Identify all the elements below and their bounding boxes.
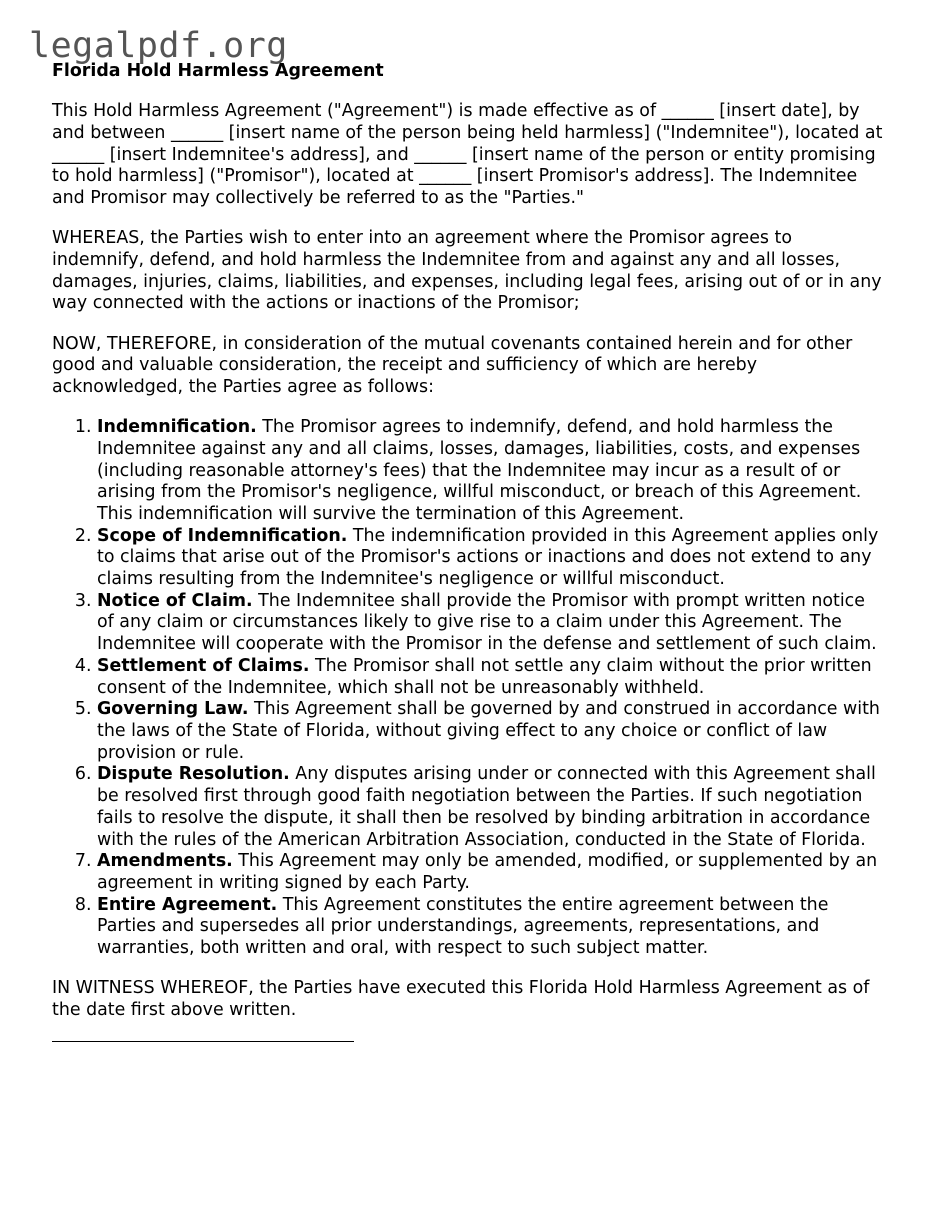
- whereas-paragraph: WHEREAS, the Parties wish to enter into an agreement where the Promisor agrees to indemnify, defend, and hold harmless the Indemnitee from and against any and all losses, damages, injuries, claims, liabilities, and expenses, including legal fees, arising out of or in any way connected with the actions or inactions of the Promisor;: [52, 228, 882, 314]
- clause-heading: Settlement of Claims.: [97, 655, 310, 676]
- clause-text: The indemnification provided in this Agreement applies only to claims that arise out of the Promisor's actions or inactions and does not extend to any claims resulting from the Indemnitee's negligence or willful misconduct.: [97, 525, 879, 590]
- intro-paragraph: This Hold Harmless Agreement ("Agreement") is made effective as of ______ [insert date], by and between ______ [insert name of the person being held harmless] ("Indemnitee"), located at ______ [insert Indemnitee's address], and ______ [insert name of the person or entity promising to hold harmless] ("Promisor"), located at ______ [insert Promisor's address]. The Indemnitee and Promisor may collectively be referred to as the "Parties.": [52, 101, 883, 209]
- watermark-logo: legalpdf.org: [29, 26, 288, 66]
- clause-item-entire-agreement: [97, 895, 887, 960]
- clause-text: The Indemnitee shall provide the Promisor with prompt written notice of any claim or circumstances likely to give rise to a claim under this Agreement. The Indemnitee will cooperate with the Promisor in the defense and settlement of such claim.: [97, 590, 877, 655]
- clause-text: This Agreement constitutes the entire agreement between the Parties and supersedes all prior understandings, agreements, representations, and warranties, both written and oral, with respect to such subject matter.: [97, 894, 829, 959]
- clause-heading: Notice of Claim.: [97, 590, 253, 611]
- clause-heading: Governing Law.: [97, 699, 249, 720]
- clause-list: [52, 417, 887, 960]
- clause-item-indemnification: [97, 417, 887, 526]
- clause-heading: Amendments.: [97, 851, 233, 872]
- document-page: [52, 61, 887, 1042]
- now-therefore-paragraph: NOW, THEREFORE, in consideration of the mutual covenants contained herein and for other good and valuable consideration, the receipt and sufficiency of which are hereby acknowledged, the Parties agree as follows:: [52, 333, 853, 397]
- clause-item-governing-law: [97, 699, 887, 764]
- clause-text: The Promisor shall not settle any claim without the prior written consent of the Indemnitee, which shall not be unreasonably withheld.: [97, 655, 872, 698]
- clause-item-notice: [97, 591, 887, 656]
- signature-line: [52, 1040, 354, 1042]
- clause-text: This Agreement shall be governed by and construed in accordance with the laws of the State of Florida, without giving effect to any choice or conflict of law provision or rule.: [97, 699, 880, 763]
- clause-item-settlement: [97, 656, 887, 699]
- clause-heading: Scope of Indemnification.: [97, 525, 348, 546]
- clause-item-dispute-resolution: [97, 764, 887, 851]
- witness-paragraph: IN WITNESS WHEREOF, the Parties have executed this Florida Hold Harmless Agreement as of the date first above written.: [52, 978, 870, 1020]
- clause-text: This Agreement may only be amended, modified, or supplemented by an agreement in writing signed by each Party.: [97, 851, 878, 893]
- clause-item-amendments: [97, 851, 887, 894]
- clause-heading: Dispute Resolution.: [97, 764, 290, 785]
- document-title: Florida Hold Harmless Agreement: [52, 61, 384, 81]
- clause-text: The Promisor agrees to indemnify, defend, and hold harmless the Indemnitee against any and all claims, losses, damages, liabilities, costs, and expenses (including reasonable attorney's fees) that the Indemnitee may incur as a result of or arising from the Promisor's negligence, willful misconduct, or breach of this Agreement. This indemnification will survive the termination of this Agreement.: [97, 417, 862, 524]
- clause-heading: Entire Agreement.: [97, 894, 278, 915]
- clause-item-scope: [97, 526, 887, 591]
- clause-text: Any disputes arising under or connected with this Agreement shall be resolved first through good faith negotiation between the Parties. If such negotiation fails to resolve the dispute, it shall then be resolved by binding arbitration in accordance with the rules of the American Arbitration Association, conducted in the State of Florida.: [97, 764, 876, 850]
- clause-heading: Indemnification.: [97, 417, 257, 438]
